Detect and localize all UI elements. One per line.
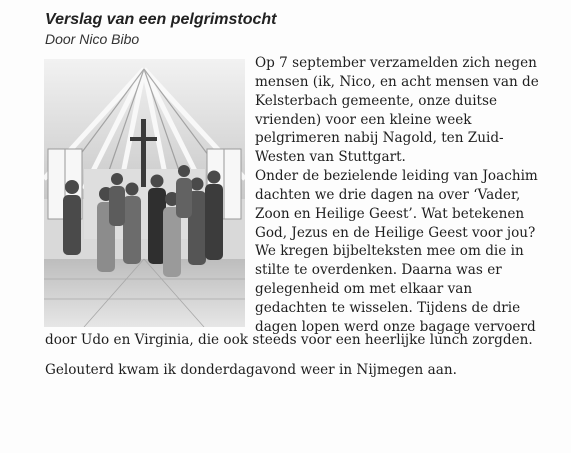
body-line: Kelsterbach gemeente, onze duitse <box>255 92 498 109</box>
body-line: dachten we drie dagen na over ‘Vader, <box>255 186 521 203</box>
article-title: Verslag van een pelgrimstocht <box>45 11 277 28</box>
group-photo <box>44 59 245 327</box>
body-line: pelgrimeren nabij Nagold, ten Zuid- <box>255 130 504 147</box>
body-line: Zoon en Heilige Geest’. Wat betekenen <box>255 205 525 222</box>
chapel-group-image <box>44 59 245 327</box>
body-line: vrienden) voor een kleine week <box>255 111 472 128</box>
body-line: Westen van Stuttgart. <box>255 149 406 166</box>
body-line: stilte te overdenken. Daarna was er <box>255 262 502 279</box>
article-byline: Door Nico Bibo <box>45 31 140 47</box>
article-body-wrapped <box>255 54 560 337</box>
article-closing-paragraph: Gelouterd kwam ik donderdagavond weer in Nijmegen aan. <box>45 362 457 378</box>
article-body-continuation: door Udo en Virginia, die ook steeds voor een heerlijke lunch zorgden. <box>45 332 533 348</box>
body-line: gelegenheid om met elkaar van <box>255 281 473 298</box>
body-line: gedachten te wisselen. Tijdens de drie <box>255 299 521 316</box>
body-line: God, Jezus en de Heilige Geest voor jou? <box>255 224 536 241</box>
body-line: Onder de bezielende leiding van Joachim <box>255 168 538 185</box>
body-line: We kregen bijbelteksten mee om die in <box>255 243 524 260</box>
body-line: dagen lopen werd onze bagage vervoerd <box>255 318 536 335</box>
body-line: mensen (ik, Nico, en acht mensen van de <box>255 73 539 90</box>
body-line: Op 7 september verzamelden zich negen <box>255 55 537 71</box>
